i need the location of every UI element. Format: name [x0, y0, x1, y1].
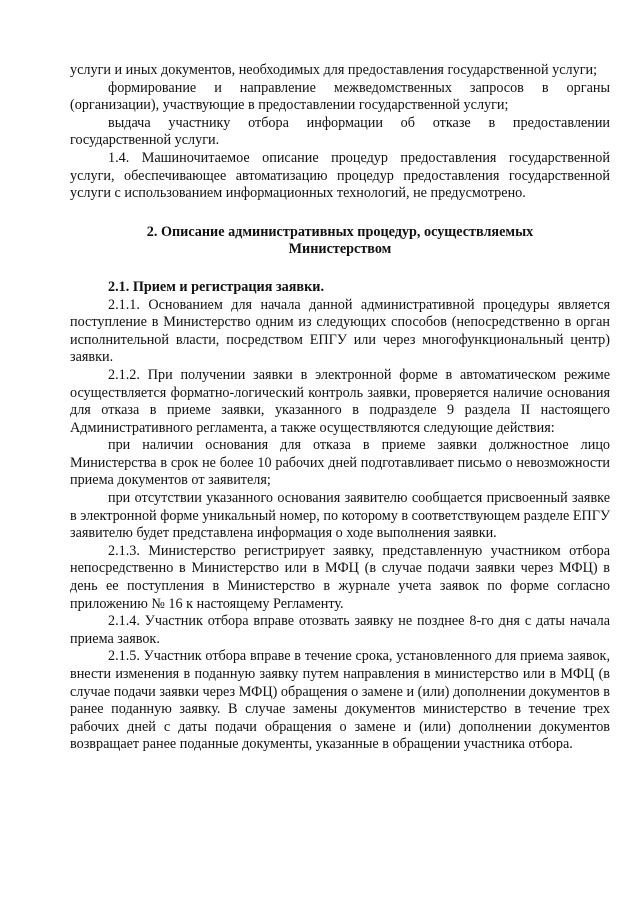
- section-2-heading: 2. Описание административных процедур, осуществляемых Министерством: [146, 223, 534, 258]
- paragraph-2-1-3: 2.1.3. Министерство регистрирует заявку, представленную участником отбора непосредственно в Министерство или в МФЦ (в случае подачи заявки через МФЦ) в день ее поступления в Министерство в журнале учета заявок по форме согласно приложению № 16 к настоящему Регламенту.: [70, 542, 610, 612]
- paragraph-refusal-info: выдача участнику отбора информации об отказе в предоставлении государственной услуги.: [70, 114, 610, 149]
- paragraph-2-1-2: 2.1.2. При получении заявки в электронной форме в автоматическом режиме осуществляется форматно-логический контроль заявки, проверяется наличие основания для отказа в приеме заявки, указанного в подразделе 9 раздела II настоящего Административного регламента, а также осуществляются следующие действия:: [70, 366, 610, 436]
- paragraph-2-1-5: 2.1.5. Участник отбора вправе в течение срока, установленного для приема заявок, внести изменения в поданную заявку путем направления в министерство или в МФЦ (в случае подачи заявки через МФЦ) обращения о замене и (или) дополнении документов в ранее поданную заявку. В случае замены документов министерство в течение трех рабочих дней с даты подачи обращения о замене и (или) дополнении документов возвращает ранее поданные документы, указанные в обращении участника отбора.: [70, 648, 610, 753]
- paragraph-2-1-2-refusal: при наличии основания для отказа в приеме заявки должностное лицо Министерства в срок не более 10 рабочих дней подготавливает письмо о невозможности приема документов от заявителя;: [70, 437, 610, 489]
- paragraph-2-1-4: 2.1.4. Участник отбора вправе отозвать заявку не позднее 8-го дня с даты начала приема заявок.: [70, 613, 610, 647]
- paragraph-2-1-1: 2.1.1. Основанием для начала данной административной процедуры является поступление в Министерство одним из следующих способов (непосредственно в орган исполнительной власти, посредством ЕПГУ или через многофункциональный центр) заявки.: [70, 296, 610, 366]
- paragraph-2-1-2-accepted: при отсутствии указанного основания заявителю сообщается присвоенный заявке в электронной форме уникальный номер, по которому в соответствующем разделе ЕПГУ заявителю будет представлена информация о ходе выполнения заявки.: [70, 490, 610, 542]
- document-page: [70, 62, 610, 754]
- subsection-2-1-heading: 2.1. Прием и регистрация заявки.: [108, 278, 324, 295]
- paragraph-interagency-requests: формирование и направление межведомственных запросов в органы (организации), участвующие в предоставлении государственной услуги;: [70, 79, 610, 114]
- paragraph-1-4: 1.4. Машиночитаемое описание процедур предоставления государственной услуги, обеспечивающее автоматизацию процедур предоставления государственной услуги с использованием информационных технологий, не предусмотрено.: [70, 149, 610, 202]
- paragraph-intro-continuation: услуги и иных документов, необходимых для предоставления государственной услуги;: [70, 62, 598, 78]
